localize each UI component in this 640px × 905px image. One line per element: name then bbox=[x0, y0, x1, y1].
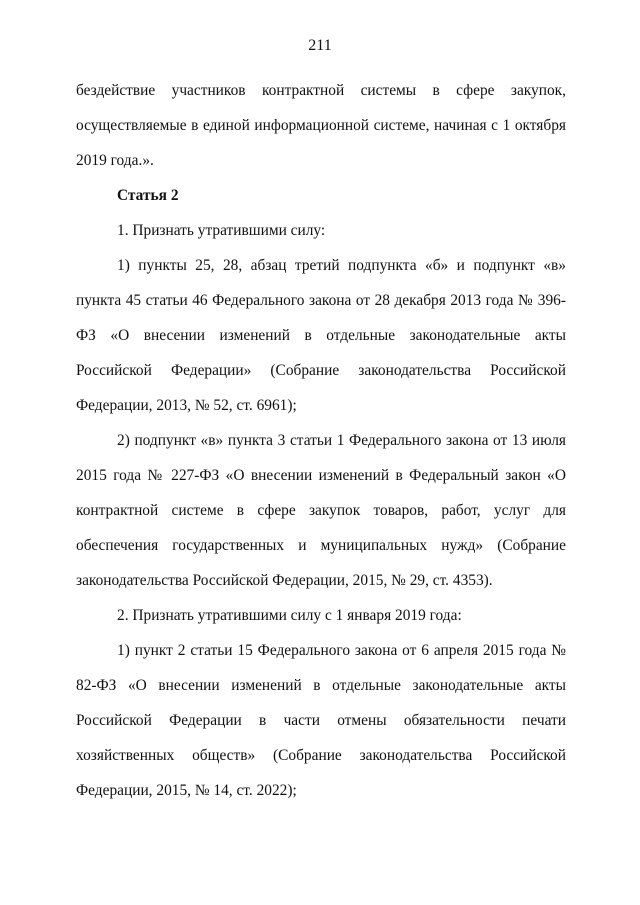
clause-1-item-1: 1) пункты 25, 28, абзац третий подпункта «б» и подпункт «в» пункта 45 статьи 46 Федерального закона от 28 декабря 2013 года № 396-ФЗ «О внесении изменений в отдельные законодательные акты Российской Федерации» (Собрание законодательства Российской Федерации, 2013, № 52, ст. 6961); bbox=[76, 257, 566, 414]
page-number: 211 bbox=[308, 37, 332, 54]
clause-1-item-2: 2) подпункт «в» пункта 3 статьи 1 Федерального закона от 13 июля 2015 года № 227-ФЗ «О внесении изменений в Федеральный закон «О контрактной системе в сфере закупок товаров, работ, услуг для обеспечения государственных и муниципальных нужд» (Собрание законодательства Российской Федерации, 2015, № 29, ст. 4353). bbox=[76, 432, 566, 589]
clause-2-item-1: 1) пункт 2 статьи 15 Федерального закона от 6 апреля 2015 года № 82-ФЗ «О внесении изменений в отдельные законодательные акты Российской Федерации в части отмены обязательности печати хозяйственных обществ» (Собрание законодательства Российской Федерации, 2015, № 14, ст. 2022); bbox=[76, 642, 566, 799]
article-heading: Статья 2 bbox=[117, 187, 179, 204]
document-body bbox=[76, 73, 566, 808]
clause-1-heading: 1. Признать утратившими силу: bbox=[117, 222, 326, 239]
paragraph-continuation: бездействие участников контрактной системы в сфере закупок, осуществляемые в единой информационной системе, начиная с 1 октября 2019 года.». bbox=[76, 82, 566, 169]
clause-2-heading: 2. Признать утратившими силу с 1 января 2019 года: bbox=[117, 607, 462, 624]
